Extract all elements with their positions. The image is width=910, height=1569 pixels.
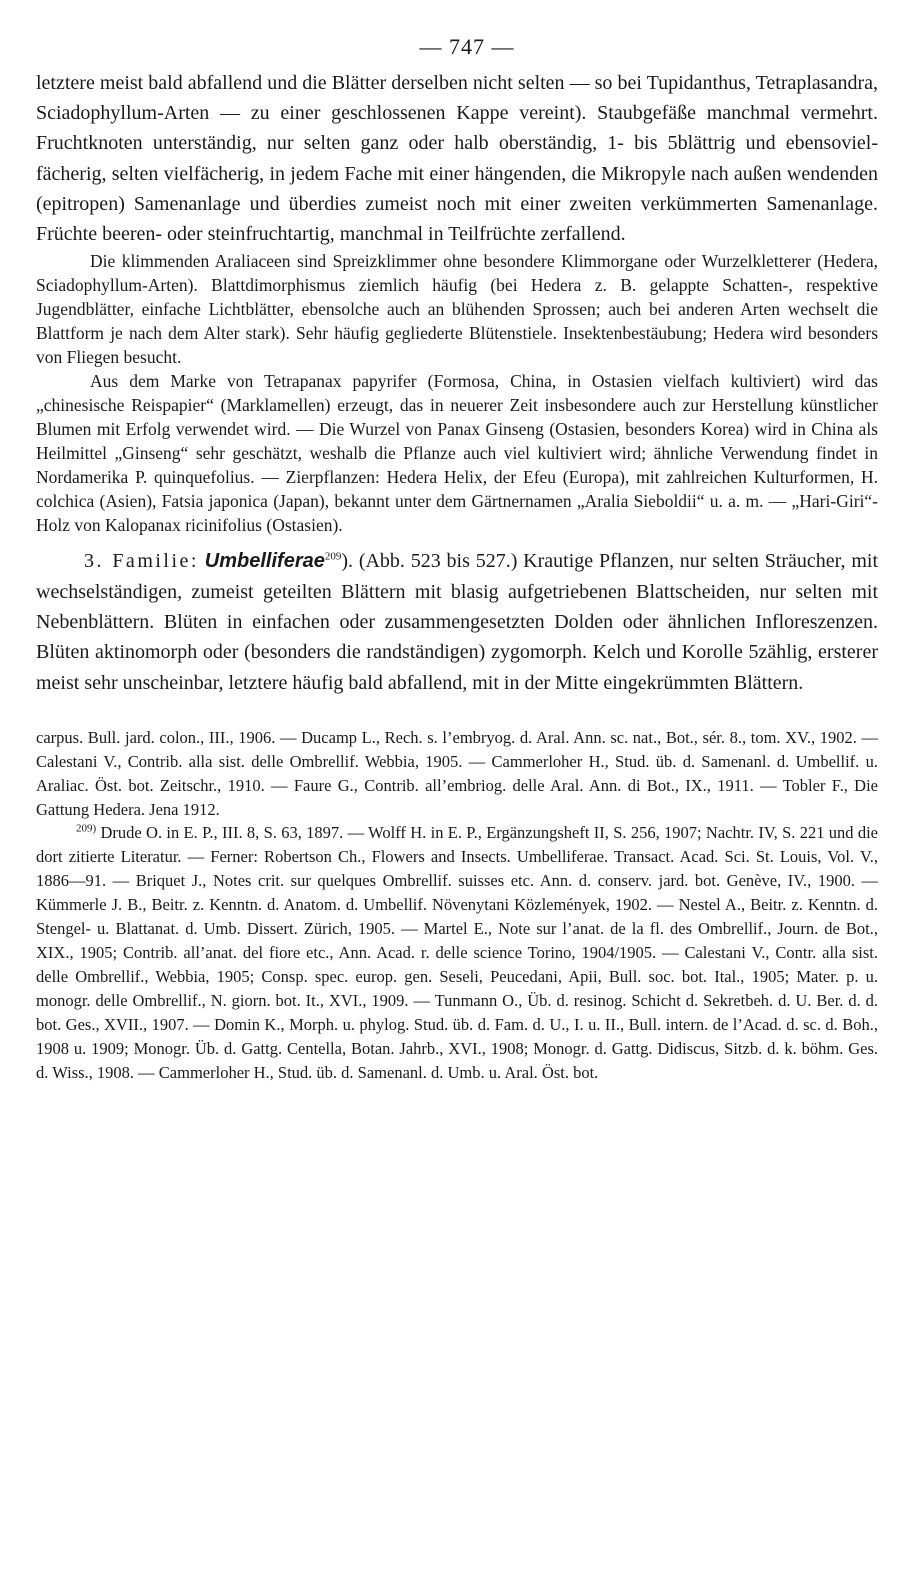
main-paragraph: letztere meist bald abfallend und die Blätter derselben nicht selten — so bei Tupidanthus, Tetraplasandra, Sciadophyllum-Arten — zu einer geschlossenen Kappe vereint). Staubgefäße manchmal vermehrt. Fruchtknoten unterständig, nur selten ganz oder halb oberständig, 1- bis 5blättrig und ebensoviel-fächerig, selten vielfächerig, in jedem Fache mit einer hängenden, die Mikropyle nach außen wendenden (epitropen) Samenanlage und überdies zumeist noch mit einer zweiten verkümmerten Samenanlage. Früchte beeren- oder steinfruchtartig, manchmal in Teilfrüchte zerfallend. bbox=[36, 72, 878, 246]
footnote-reference: 209 bbox=[324, 550, 342, 563]
family-description: ). (Abb. 523 bis 527.) Krautige Pflanzen, nur selten Sträucher, mit wechselständigen, zumeist geteilten Blättern mit blasig aufgetriebenen Blattscheiden, nur selten mit Nebenblättern. Blüten in einfachen oder zusammengesetzten Dolden oder ähnlichen Infloreszenzen. Blüten aktinomorph oder (besonders die randständigen) zygomorph. Kelch und Korolle 5zählig, ersterer meist sehr unscheinbar, letztere häufig bald abfallend, mit in der Mitte eingekrümmten Blättern. bbox=[36, 550, 878, 694]
footnotes bbox=[36, 726, 878, 1085]
family-name: Umbelliferae bbox=[204, 550, 325, 573]
footnote-209 bbox=[36, 821, 878, 1085]
family-paragraph bbox=[36, 546, 878, 698]
page-number: — 747 — bbox=[419, 34, 515, 59]
family-label: 3. Familie: bbox=[84, 550, 199, 573]
footnote-continuation: carpus. Bull. jard. colon., III., 1906. — Ducamp L., Rech. s. l’embryog. d. Aral. Ann. sc. nat., Bot., sér. 8., tom. XV., 1902. — Calestani V., Contrib. alla sist. delle Ombrellif. Webbia, 1905. — Cammerloher H., Stud. üb. d. Samenanl. d. Umbellif. u. Araliac. Öst. bot. Zeitschr., 1910. — Faure G., Contrib. all’embriog. delle Aral. Ann. di Bot., IX., 1911. — Tobler F., Die Gattung Hedera. Jena 1912. bbox=[36, 728, 878, 819]
small-paragraph-climbing: Die klimmenden Araliaceen sind Spreizklimmer ohne besondere Klimmorgane oder Wurzelkletterer (Hedera, Sciadophyllum-Arten). Blattdimorphismus ziemlich häufig (bei Hedera z. B. gelappte Schatten-, respektive Jugendblätter, einfache Lichtblätter, ebensolche auch an blühenden Sprossen; auch bei anderen Arten wechselt die Blattform je nach dem Alter stark). Sehr häufig gegliederte Blütenstiele. Insektenbestäubung; Hedera wird besonders von Fliegen besucht. bbox=[36, 251, 878, 368]
book-page bbox=[36, 28, 878, 1085]
footnote-209-marker: 209) bbox=[76, 822, 97, 835]
footnote-209-text: Drude O. in E. P., III. 8, S. 63, 1897. — Wolff H. in E. P., Ergänzungsheft II, S. 256, 1907; Nachtr. IV, S. 221 und die dort zitierte Literatur. — Ferner: Robertson Ch., Flowers and Insects. Umbelliferae. Transact. Acad. Sci. St. Louis, Vol. V., 1886—91. — Briquet J., Notes crit. sur quelques Ombrellif. suisses etc. Ann. d. conserv. jard. bot. Genève, IV., 1900. — Kümmerle J. B., Beitr. z. Kenntn. d. Anatom. d. Umbellif. Növenytani Közlemények, 1902. — Nestel A., Beitr. z. Kenntn. d. Stengel- u. Blattanat. d. Umb. Dissert. Zürich, 1905. — Martel E., Note sur l’anat. de la fl. des Ombrellif., Journ. de Bot., XIX., 1905; Contrib. all’anat. del fiore etc., Ann. Acad. r. delle science Torino, 1904/1905. — Calestani V., Contr. alla sist. delle Ombrellif., Webbia, 1905; Consp. spec. europ. gen. Seseli, Peucedani, Apii, Bull. soc. bot. Ital., 1905; Mater. p. u. monogr. delle Ombrellif., N. giorn. bot. It., XVI., 1909. — Tunmann O., Üb. d. resinog. Schicht d. Sekretbeh. d. U. Ber. d. d. bot. Ges., XVII., 1907. — Domin K., Morph. u. phylog. Stud. üb. d. Fam. d. U., I. u. II., Bull. intern. de l’Acad. d. sc. d. Boh., 1908 u. 1909; Monogr. Üb. d. Gattg. Centella, Botan. Jahrb., XVI., 1908; Monogr. d. Gattg. Didiscus, Sitzb. d. k. böhm. Ges. d. Wiss., 1908. — Cammerloher H., Stud. üb. d. Samenanl. d. Umb. u. Aral. Öst. bot. bbox=[36, 823, 878, 1083]
small-paragraph-uses: Aus dem Marke von Tetrapanax papyrifer (Formosa, China, in Ostasien vielfach kultiviert) wird das „chinesische Reispapier“ (Marklamellen) erzeugt, das in neuerer Zeit insbesondere auch zur Herstellung künstlicher Blumen mit Erfolg verwendet wird. — Die Wurzel von Panax Ginseng (Ostasien, besonders Korea) wird in China als Heilmittel „Ginseng“ sehr geschätzt, weshalb die Pflanze auch viel kultiviert wird; ähnliche Verwendung findet in Nordamerika P. quinquefolius. — Zierpflanzen: Hedera Helix, der Efeu (Europa), mit zahlreichen Kulturformen, H. colchica (Asien), Fatsia japonica (Japan), bekannt unter dem Gärtnernamen „Aralia Sieboldii“ u. a. m. — „Hari-Giri“-Holz von Kalopanax ricinifolius (Ostasien). bbox=[36, 371, 878, 536]
